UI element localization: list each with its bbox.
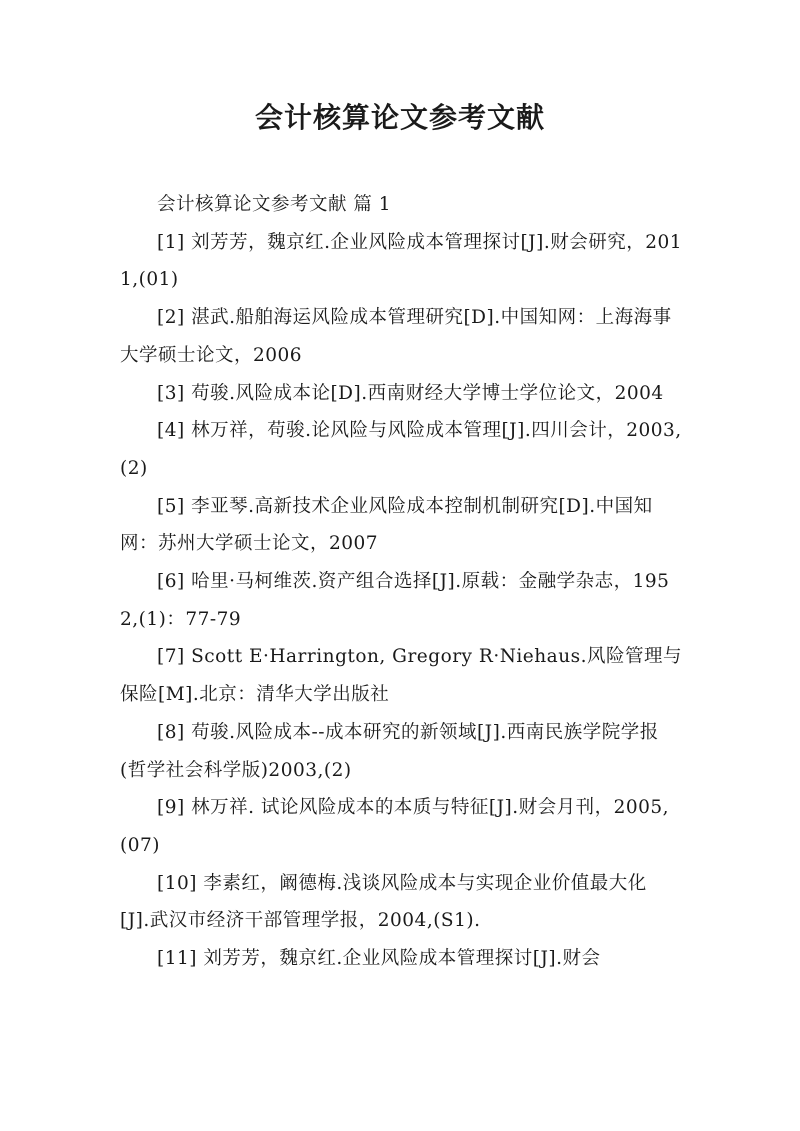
reference-item: [2] 湛武.船舶海运风险成本管理研究[D].中国知网：上海海事大学硕士论文，2006 bbox=[120, 307, 672, 366]
reference-item: [6] 哈里·马柯维茨.资产组合选择[J].原载：金融学杂志，1952,(1)：77-79 bbox=[120, 571, 670, 630]
page-title: 会计核算论文参考文献 bbox=[254, 101, 545, 134]
reference-item: [9] 林万祥. 试论风险成本的本质与特征[J].财会月刊，2005,(07) bbox=[120, 797, 670, 856]
reference-item: [10] 李素红，阚德梅.浅谈风险成本与实现企业价值最大化 [J].武汉市经济干部管理学报，2004,(S1). bbox=[120, 872, 647, 932]
reference-item: [7] Scott E·Harrington, Gregory R·Niehaus.风险管理与保险[M].北京：清华大学出版社 bbox=[120, 646, 682, 706]
reference-item: [5] 李亚琴.高新技术企业风险成本控制机制研究[D].中国知网：苏州大学硕士论文，2007 bbox=[120, 495, 653, 555]
document-body bbox=[120, 186, 682, 978]
reference-item: [8] 苟骏.风险成本--成本研究的新领域[J].西南民族学院学报(哲学社会科学版)2003,(2) bbox=[120, 721, 659, 781]
reference-item: [4] 林万祥，苟骏.论风险与风险成本管理[J].四川会计，2003,(2) bbox=[120, 420, 682, 479]
reference-item: [3] 苟骏.风险成本论[D].西南财经大学博士学位论文，2004 bbox=[157, 382, 664, 404]
reference-item: [11] 刘芳芳，魏京红.企业风险成本管理探讨[J].财会 bbox=[157, 948, 601, 970]
section-heading: 会计核算论文参考文献 篇 1 bbox=[157, 194, 392, 215]
reference-item: [1] 刘芳芳，魏京红.企业风险成本管理探讨[J].财会研究，2011,(01) bbox=[120, 231, 683, 291]
